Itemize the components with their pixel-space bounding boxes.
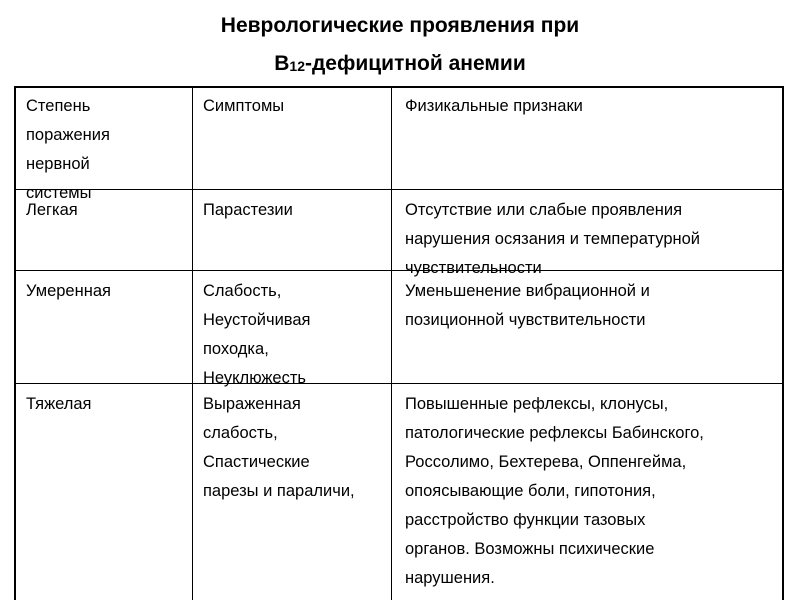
- row3-sign-line: Повышенные рефлексы, клонусы,: [405, 395, 669, 413]
- header-degree-line: поражения: [26, 126, 110, 144]
- row2-symptom-line: Неуклюжесть: [203, 369, 306, 387]
- column-divider-2: [391, 88, 392, 600]
- row3-sign-line: нарушения.: [405, 569, 495, 587]
- row1-degree: Легкая: [26, 201, 78, 219]
- row2-sign-line: позиционной чувствительности: [405, 311, 646, 329]
- row1-signs-cell: [405, 196, 700, 283]
- row1-sign-line: нарушения осязания и температурной: [405, 230, 701, 248]
- row2-degree-cell: [26, 277, 111, 306]
- row3-sign-line: опоясывающие боли, гипотония,: [405, 482, 656, 500]
- row-divider-3: [16, 383, 782, 384]
- header-degree-line: системы: [26, 184, 92, 202]
- header-symptoms-cell: [203, 92, 284, 121]
- header-signs-label: Физикальные признаки: [405, 97, 583, 115]
- header-signs-cell: [405, 92, 583, 121]
- row3-symptom-line: Спастические: [203, 453, 310, 471]
- header-degree-line: нервной: [26, 155, 90, 173]
- row3-sign-line: Россолимо, Бехтерева, Оппенгейма,: [405, 453, 687, 471]
- header-degree-line: Степень: [26, 97, 91, 115]
- page-title-line-2: [0, 51, 800, 78]
- row3-sign-line: расстройство функции тазовых: [405, 511, 646, 529]
- row-divider-1: [16, 189, 782, 190]
- header-degree-cell: [26, 92, 110, 208]
- row1-symptoms-cell: [203, 196, 293, 225]
- row3-degree-cell: [26, 390, 92, 419]
- row3-symptom-line: слабость,: [203, 424, 278, 442]
- row2-degree: Умеренная: [26, 282, 111, 300]
- title-subscript-12: 12: [289, 58, 305, 74]
- row3-symptom-line: парезы и параличи,: [203, 482, 355, 500]
- row2-symptoms-cell: [203, 277, 311, 393]
- row3-symptom-line: Выраженная: [203, 395, 301, 413]
- row3-signs-cell: [405, 390, 704, 593]
- row3-sign-line: патологические рефлексы Бабинского,: [405, 424, 704, 442]
- row1-degree-cell: [26, 196, 78, 225]
- row2-symptom-line: Неустойчивая: [203, 311, 311, 329]
- row1-sign-line: чувствительности: [405, 259, 542, 277]
- row3-sign-line: органов. Возможны психические: [405, 540, 655, 558]
- row2-signs-cell: [405, 277, 650, 335]
- symptoms-table: [14, 86, 784, 600]
- row3-symptoms-cell: [203, 390, 355, 506]
- title-b-letter: B: [274, 52, 290, 75]
- row1-symptom-line: Парастезии: [203, 201, 293, 219]
- row3-degree: Тяжелая: [26, 395, 92, 413]
- row2-symptom-line: Слабость,: [203, 282, 282, 300]
- column-divider-1: [192, 88, 193, 600]
- title-suffix: -дефицитной анемии: [304, 52, 526, 75]
- row2-symptom-line: походка,: [203, 340, 269, 358]
- header-symptoms-label: Симптомы: [203, 97, 285, 115]
- row2-sign-line: Уменьшенение вибрационной и: [405, 282, 650, 300]
- page-title-line-1: Неврологические проявления при: [220, 14, 580, 37]
- row1-sign-line: Отсутствие или слабые проявления: [405, 201, 683, 219]
